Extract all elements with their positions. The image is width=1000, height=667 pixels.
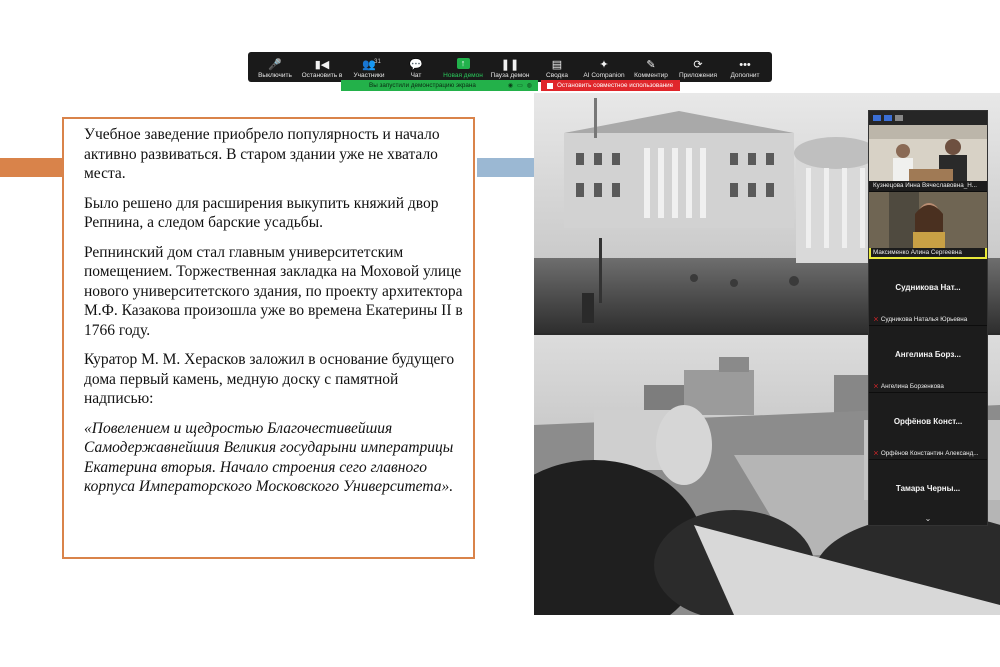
- pencil-icon: [646, 58, 655, 72]
- gallery-view-icon[interactable]: [884, 115, 892, 121]
- participant-caption: [873, 249, 962, 256]
- share-status-text: Вы запустили демонстрацию экрана: [369, 82, 476, 89]
- participant-full-name: Ангелина Борзенкова: [880, 382, 944, 390]
- stop-share-button[interactable]: [541, 80, 680, 91]
- chat-label: Чат: [410, 72, 422, 79]
- pause-icon: [501, 58, 519, 72]
- participant-full-name: Орфёнов Константин Александ...: [880, 449, 979, 457]
- panel-menu-icon[interactable]: [895, 115, 903, 121]
- chat-button[interactable]: [395, 58, 437, 79]
- participant-display-name: Ангелина Борз...: [895, 350, 961, 359]
- sparkle-icon-glyph: ✦: [599, 59, 609, 71]
- participant-full-name: Кузнецова Инна Вячеславовна_Н...: [873, 182, 978, 189]
- chat-bubble-icon: [409, 58, 423, 72]
- apps-icon-glyph: ⟳: [693, 59, 703, 71]
- participant-full-name: Максименко Алина Сергеевна: [873, 249, 962, 256]
- summary-label: Сводка: [546, 72, 568, 79]
- more-label: Дополнит: [730, 72, 760, 79]
- audio-icon[interactable]: ◉: [507, 83, 514, 89]
- slide-decor-bar-left: [0, 158, 62, 177]
- share-status-bar: [341, 80, 680, 91]
- mute-label: Выключить: [258, 72, 292, 79]
- more-dots-icon: [739, 58, 751, 72]
- participant-video: [869, 125, 987, 181]
- annotate-label: Комментир: [634, 72, 668, 79]
- video-camera-icon-glyph: ▮◀: [314, 59, 330, 71]
- slide-paragraph-4: Куратор М. М. Херасков заложил в основание будущего дома первый камень, медную доску с памятной надписью:: [84, 351, 455, 407]
- chevron-down-icon[interactable]: ⌄: [924, 514, 932, 523]
- participant-display-name: Судникова Нат...: [895, 283, 961, 292]
- participant-video: [869, 192, 987, 248]
- more-button[interactable]: [724, 58, 766, 79]
- participants-video-panel: [868, 110, 988, 526]
- pause-label: Пауза демон: [490, 72, 530, 79]
- speaker-view-icon[interactable]: [873, 115, 881, 121]
- panel-header: [869, 111, 987, 125]
- slide-paragraph-3: Репнинский дом стал главным университетским помещением. Торжественная закладка на Моховой улице нового университетского здания, по проекту архитектора М.Ф. Казакова произошла уже во времена Екатерины II в 1766 году.: [84, 243, 463, 339]
- stop-icon: [547, 83, 553, 89]
- slide-paragraph-1: Учебное заведение приобрело популярность и начало активно развиваться. В старом здании уже не хватало места.: [84, 126, 440, 182]
- microphone-icon: [268, 58, 282, 72]
- summary-document-icon-glyph: ▤: [551, 59, 563, 71]
- muted-microphone-icon: ⨯: [873, 383, 879, 390]
- slide-text-box: [62, 117, 475, 559]
- meeting-toolbar: [248, 52, 772, 82]
- share-label: Новая демон: [443, 72, 483, 79]
- stop-share-label: Остановить совместное использование: [557, 82, 674, 89]
- chat-bubble-icon-glyph: 💬: [409, 59, 423, 71]
- microphone-icon-glyph: 🎤: [268, 59, 282, 71]
- participants-icon-glyph: 👥: [362, 59, 376, 71]
- apps-button[interactable]: [677, 58, 719, 79]
- pencil-icon-glyph: ✎: [646, 59, 656, 71]
- slide-quote: «Повелением и щедростью Благочестивейшия Самодержавнейшия Великия государыни императрицы Екатерина вторыя. Начало строения сего главного корпуса Императорского Московского Университета».: [84, 419, 454, 495]
- ai-label: AI Companion: [583, 72, 625, 79]
- participant-full-name: Судникова Наталья Юрьевна: [880, 315, 968, 323]
- participant-tile[interactable]: [869, 393, 987, 460]
- participant-caption: [873, 382, 944, 390]
- more-dots-icon-glyph: •••: [739, 59, 751, 71]
- pause-icon-glyph: ❚❚: [500, 59, 520, 71]
- summary-button[interactable]: [536, 58, 578, 79]
- participants-button[interactable]: [348, 58, 390, 79]
- participants-count: 31: [374, 59, 381, 65]
- participant-caption: [873, 315, 967, 323]
- slide-paragraph-2: Было решено для расширения выкупить княжий двор Репнина, а следом барские усадьбы.: [84, 194, 439, 231]
- share-button[interactable]: [442, 58, 484, 79]
- share-status-indicator: [341, 80, 538, 91]
- participant-tiles: [869, 125, 987, 526]
- participant-tile[interactable]: [869, 259, 987, 326]
- mute-button[interactable]: [254, 58, 296, 79]
- share-status-icons: [508, 82, 532, 89]
- sparkle-icon: [599, 58, 608, 72]
- participant-caption: [873, 449, 979, 457]
- shield-icon[interactable]: ◍: [526, 83, 532, 89]
- video-button[interactable]: [301, 58, 343, 79]
- summary-document-icon: [552, 58, 562, 72]
- video-camera-icon: [315, 58, 330, 72]
- apps-label: Приложения: [678, 72, 718, 79]
- annotate-button[interactable]: [630, 58, 672, 79]
- slide-decor-bar-middle: [477, 158, 534, 177]
- participants-icon: [362, 58, 381, 72]
- pause-button[interactable]: [489, 58, 531, 79]
- participant-tile[interactable]: [869, 125, 987, 192]
- participant-tile[interactable]: [869, 326, 987, 393]
- apps-icon: [693, 58, 702, 72]
- participant-display-name: Орфёнов Конст...: [893, 417, 963, 426]
- ai-button[interactable]: [583, 58, 625, 79]
- share-screen-icon-glyph: ↑: [460, 58, 466, 68]
- participant-display-name: Тамара Черны...: [895, 484, 961, 493]
- muted-microphone-icon: ⨯: [873, 450, 879, 457]
- bubble-icon[interactable]: ▭: [517, 83, 523, 89]
- muted-microphone-icon: ⨯: [873, 316, 879, 323]
- participant-tile[interactable]: [869, 192, 987, 259]
- participant-caption: [873, 182, 977, 189]
- participants-label: Участники: [353, 72, 385, 79]
- share-screen-icon: [457, 58, 470, 69]
- video-label: Остановить в: [301, 72, 343, 79]
